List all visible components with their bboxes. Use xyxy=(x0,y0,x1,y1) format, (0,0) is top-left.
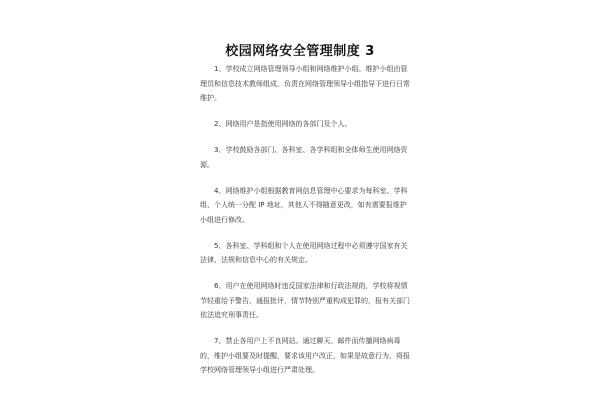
document-title: 校园网络安全管理制度 3 xyxy=(225,44,375,59)
paragraph-6: 6、用户在使用网络时违反国家法律和行政法规的，学校将视情节轻重给予警告、通报批评，情节特别严重构成犯罪的，报有关部门依法追究刑事责任。 xyxy=(200,282,410,319)
paragraph-3: 3、学校鼓励各部门、各科室、各学科组和全体师生使用网络资源。 xyxy=(200,146,408,169)
paragraph-5: 5、各科室、学科组和个人在使用网络过程中必须遵守国家有关法律、法规和信息中心的有关规定。 xyxy=(200,241,408,264)
paragraph-4: 4、网络维护小组根据教育网信息管理中心要求为每科室、学科组、个人统一分配 IP 地址，其他人不得随意更改，如有需要报维护小组进行修改。 xyxy=(200,186,408,224)
paragraph-7: 7、禁止各用户上不良网站。通过聊天、邮件而传播网络病毒的，维护小组要及时提醒，要求该用户改正，如果是故意行为，将报学校网络管理领导小组进行严肃处理。 xyxy=(200,337,410,374)
document-body xyxy=(200,62,410,389)
paragraph-2: 2、网络用户是指使用网络的各部门及个人。 xyxy=(214,120,352,128)
paragraph-1: 1、学校成立网络管理领导小组和网络维护小组。维护小组由管理员和信息技术教师组成，负责在网络管理领导小组指导下进行日常维护。 xyxy=(200,65,410,102)
